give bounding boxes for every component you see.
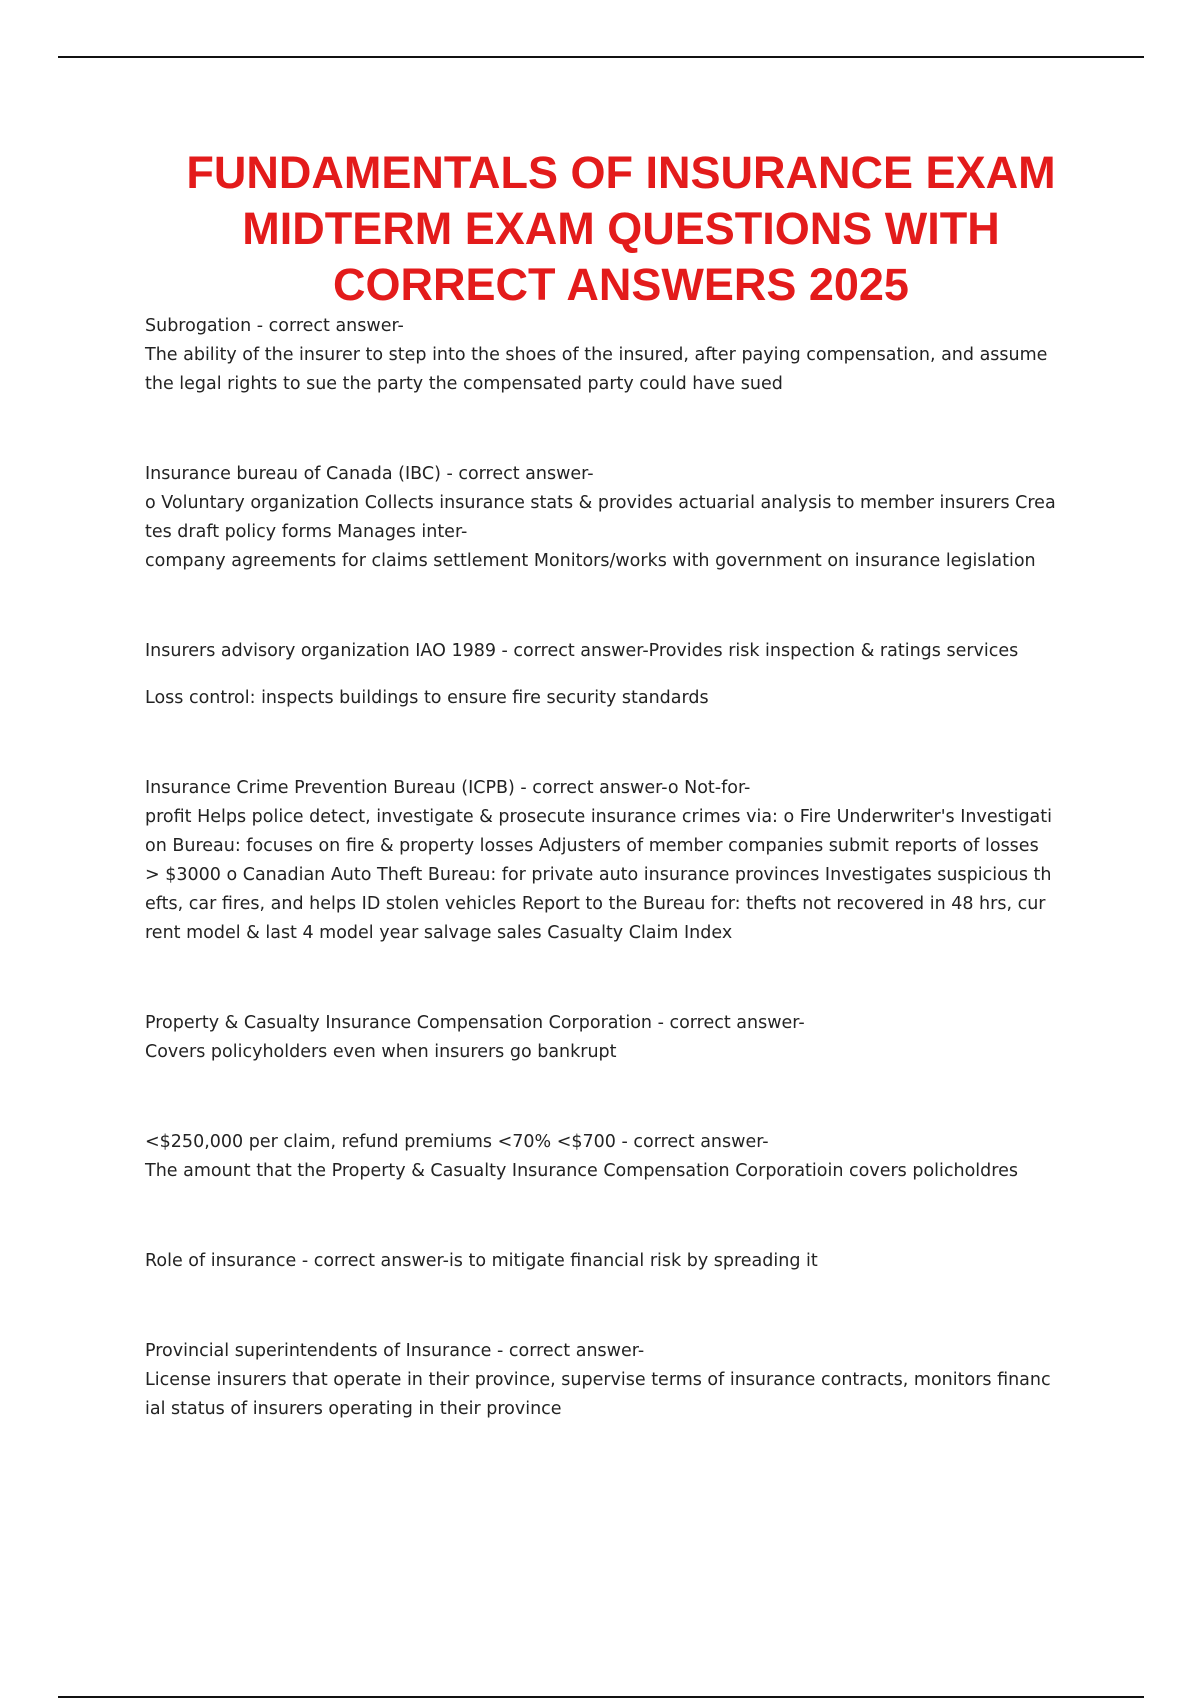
qa-list (145, 312, 1095, 1424)
qa-entry-superintendents: Provincial superintendents of Insurance - correct answer- License insurers that operate in their province, supervise terms of insurance contracts, monitors financ ial status of insurers operating in their province (145, 1341, 1051, 1419)
qa-entry-loss-control: Loss control: inspects buildings to ensure fire security standards (145, 688, 709, 708)
title-line-2: MIDTERM EXAM QUESTIONS WITH (242, 203, 1000, 254)
document-title (58, 145, 1184, 313)
qa-entry-ibc: Insurance bureau of Canada (IBC) - correct answer- o Voluntary organization Collects insurance stats & provides actuarial analysis to member insurers Crea tes draft policy forms Manages inter- company agreements for claims settlement Monitors/works with government on insurance legislation (145, 464, 1056, 571)
qa-entry-coverage-amount: <$250,000 per claim, refund premiums <70% <$700 - correct answer- The amount that the Property & Casualty Insurance Compensation Corporatioin covers policholdres (145, 1132, 1018, 1181)
qa-entry-pacicc: Property & Casualty Insurance Compensation Corporation - correct answer- Covers policyholders even when insurers go bankrupt (145, 1013, 805, 1062)
qa-entry-iao: Insurers advisory organization IAO 1989 - correct answer-Provides risk inspection & ratings services (145, 641, 1019, 661)
qa-entry-icpb: Insurance Crime Prevention Bureau (ICPB) - correct answer-o Not-for- profit Helps police detect, investigate & prosecute insurance crimes via: o Fire Underwriter's Investigati on Bureau: focuses on fire & property losses Adjusters of member companies submit reports of losses > $3000 o Canadian Auto Theft Bureau: for private auto insurance provinces Investigates suspicious th efts, car fires, and helps ID stolen vehicles Report to the Bureau for: thefts not recovered in 48 hrs, cur rent model & last 4 model year salvage sales Casualty Claim Index (145, 778, 1053, 943)
qa-entry-role-of-insurance: Role of insurance - correct answer-is to mitigate financial risk by spreading it (145, 1251, 818, 1271)
title-line-3: CORRECT ANSWERS 2025 (333, 259, 909, 310)
title-line-1: FUNDAMENTALS OF INSURANCE EXAM (186, 147, 1056, 198)
top-divider (58, 56, 1144, 58)
bottom-divider (58, 1696, 1144, 1698)
qa-entry-subrogation: Subrogation - correct answer- The ability of the insurer to step into the shoes of the insured, after paying compensation, and assume the legal rights to sue the party the compensated party could have sued (145, 316, 1048, 394)
